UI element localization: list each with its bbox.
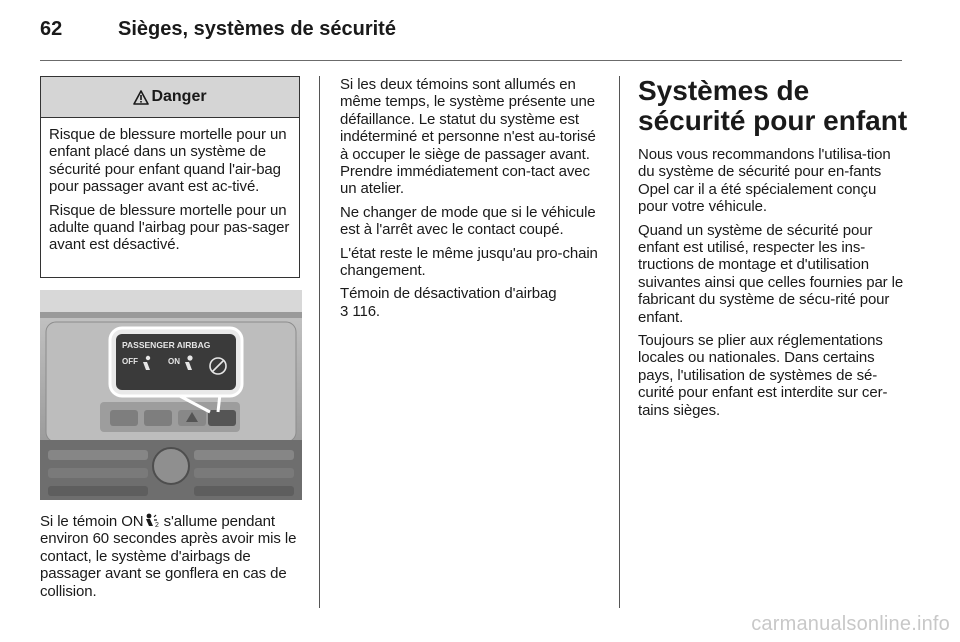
panel-on-label: ON <box>168 357 180 366</box>
section-title: Systèmes de sécurité pour enfant <box>638 75 908 136</box>
col1-paragraph <box>40 513 308 606</box>
page-header <box>40 14 902 54</box>
seat-airbag-on-icon <box>144 513 160 528</box>
col3-paragraph: Quand un système de sécurité pour enfant est utilisé, respecter les ins-tructions de montage et d'utilisation suivantes ainsi que celles fournies par le fabricant du système de sécu-rité pour enfant. <box>638 221 904 326</box>
panel-off-label: OFF <box>122 357 138 366</box>
page-ref-symbol: 3 <box>340 302 349 320</box>
col1-text-after: s'allume pendant environ 60 secondes après avoir mis le contact, le système d'airbags de passager avant se gonflera en cas de collision. <box>40 513 297 600</box>
danger-body <box>41 118 299 254</box>
col2-paragraph: Si les deux témoins sont allumés en même temps, le système présente une défaillance. Le statut du système est indéterminé et personne n'est au-torisé à occuper le siège de passager avant. Prendre immédiatement con-tact avec un atelier. <box>340 76 596 198</box>
column-divider <box>319 76 320 608</box>
danger-paragraph: Risque de blessure mortelle pour un adulte quand l'airbag pour pas-sager avant est désactivé. <box>49 201 290 254</box>
page-ref: 116. <box>348 302 380 320</box>
col2-paragraph: Témoin de désactivation d'airbag <box>340 285 557 303</box>
col1-text-before: Si le témoin ON <box>40 513 144 530</box>
danger-heading-label: Danger <box>151 88 207 105</box>
column-divider <box>619 76 620 608</box>
col3-paragraph: Toujours se plier aux réglementations locales ou nationales. Dans certains pays, l'utilisation de systèmes de sé-curité pour enfant est interdite sur cer-tains sièges. <box>638 332 888 419</box>
warning-triangle-icon <box>133 90 149 105</box>
col2-paragraph: Ne changer de mode que si le véhicule est à l'arrêt avec le contact coupé. <box>340 203 596 239</box>
watermark: carmanualsonline.info <box>751 613 950 635</box>
danger-box <box>40 76 300 278</box>
danger-paragraph: Risque de blessure mortelle pour un enfant placé dans un système de sécurité pour enfant quand l'air-bag pour passager avant est ac-tivé. <box>49 126 287 196</box>
col2-text <box>340 76 606 320</box>
page-title: Sièges, systèmes de sécurité <box>118 18 396 40</box>
header-rule <box>40 60 902 61</box>
airbag-indicator-photo <box>40 290 302 500</box>
col2-paragraph: L'état reste le même jusqu'au pro-chain changement. <box>340 244 598 280</box>
panel-title: PASSENGER AIRBAG <box>122 340 211 350</box>
col3-paragraph: Nous vous recommandons l'utilisa-tion du système de sécurité pour en-fants Opel car il a été spécialement conçu pour votre véhicule. <box>638 146 891 216</box>
page-number: 62 <box>40 18 63 40</box>
danger-heading <box>41 77 299 118</box>
col3-text <box>638 146 908 425</box>
svg-text:2: 2 <box>154 522 159 528</box>
